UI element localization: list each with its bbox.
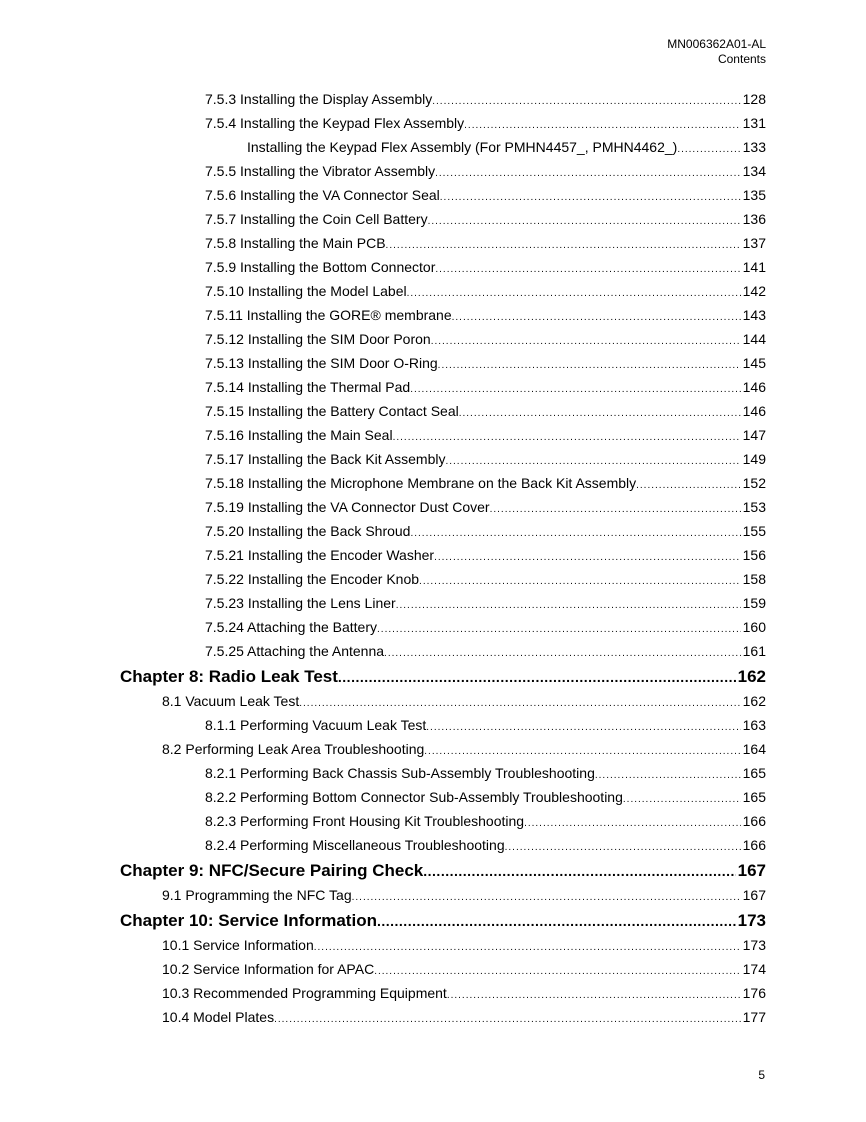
- toc-entry[interactable]: [205, 211, 766, 227]
- toc-entry-title: 10.3 Recommended Programming Equipment: [162, 985, 447, 1001]
- dot-leader: [428, 216, 741, 227]
- document-id: MN006362A01-AL: [667, 37, 766, 51]
- toc-entry-page: 156: [742, 547, 766, 563]
- toc-entry-page: 174: [742, 961, 766, 977]
- toc-entry-title: 7.5.14 Installing the Thermal Pad: [205, 379, 411, 395]
- toc-entry-page: 128: [742, 91, 766, 107]
- toc-entry-page: 145: [742, 355, 766, 371]
- toc-entry-title: 8.2.2 Performing Bottom Connector Sub-Assembly Troubleshooting: [205, 789, 623, 805]
- toc-entry[interactable]: [205, 163, 766, 179]
- toc-entry-title: 7.5.19 Installing the VA Connector Dust Cover: [205, 499, 490, 515]
- toc-entry-title: 7.5.22 Installing the Encoder Knob: [205, 571, 420, 587]
- dot-leader: [374, 966, 740, 977]
- toc-entry-title: 7.5.8 Installing the Main PCB: [205, 235, 386, 251]
- toc-entry-title: 10.4 Model Plates: [162, 1009, 275, 1025]
- toc-entry-page: 165: [742, 789, 766, 805]
- dot-leader: [595, 770, 741, 781]
- toc-entry-title: Installing the Keypad Flex Assembly (For PMHN4457_, PMHN4462_): [247, 139, 678, 155]
- toc-entry-page: 165: [742, 765, 766, 781]
- toc-chapter-entry[interactable]: [120, 911, 766, 931]
- dot-leader: [431, 336, 741, 347]
- toc-entry-title: 8.1.1 Performing Vacuum Leak Test: [205, 717, 427, 733]
- toc-entry-title: Chapter 10: Service Information: [120, 911, 377, 930]
- toc-entry-title: 7.5.20 Installing the Back Shroud: [205, 523, 411, 539]
- header-section: Contents: [717, 52, 766, 66]
- toc-entry[interactable]: [205, 115, 766, 131]
- toc-entry[interactable]: [205, 331, 766, 347]
- dot-leader: [524, 818, 741, 829]
- toc-entry-page: 155: [742, 523, 766, 539]
- toc-entry-page: 143: [742, 307, 766, 323]
- dot-leader: [410, 528, 740, 539]
- toc-chapter-entry[interactable]: [120, 861, 766, 881]
- toc-entry-title: 7.5.13 Installing the SIM Door O-Ring: [205, 355, 438, 371]
- toc-entry-page: 162: [737, 667, 766, 686]
- toc-entry[interactable]: [205, 813, 766, 829]
- toc-entry[interactable]: [205, 427, 766, 443]
- toc-entry-page: 146: [742, 403, 766, 419]
- page-number: 5: [758, 1068, 765, 1082]
- toc-entry-page: 142: [742, 283, 766, 299]
- toc-entry-page: 173: [737, 911, 766, 930]
- dot-leader: [377, 624, 741, 635]
- toc-entry[interactable]: [205, 619, 766, 635]
- toc-entry-page: 136: [742, 211, 766, 227]
- toc-entry-title: 7.5.16 Installing the Main Seal: [205, 427, 393, 443]
- toc-entry[interactable]: [162, 985, 766, 1001]
- toc-entry[interactable]: [162, 961, 766, 977]
- toc-entry-title: 7.5.11 Installing the GORE® membrane: [205, 307, 452, 323]
- toc-entry-page: 146: [742, 379, 766, 395]
- toc-entry-page: 147: [742, 427, 766, 443]
- toc-entry[interactable]: [205, 499, 766, 515]
- toc-entry[interactable]: [205, 235, 766, 251]
- toc-entry-title: 9.1 Programming the NFC Tag: [162, 887, 352, 903]
- toc-entry[interactable]: [205, 283, 766, 299]
- toc-entry-page: 161: [742, 643, 766, 659]
- toc-entry-page: 137: [742, 235, 766, 251]
- toc-entry-page: 131: [742, 115, 766, 131]
- dot-leader: [386, 240, 741, 251]
- toc-entry[interactable]: [162, 1009, 766, 1025]
- toc-entry-title: 7.5.4 Installing the Keypad Flex Assembly: [205, 115, 465, 131]
- dot-leader: [623, 794, 741, 805]
- toc-entry-page: 133: [742, 139, 766, 155]
- toc-entry-page: 149: [742, 451, 766, 467]
- dot-leader: [440, 192, 741, 203]
- toc-entry-page: 167: [742, 887, 766, 903]
- toc-entry[interactable]: [205, 307, 766, 323]
- toc-entry-title: 7.5.21 Installing the Encoder Washer: [205, 547, 435, 563]
- dot-leader: [410, 384, 740, 395]
- toc-entry[interactable]: [205, 765, 766, 781]
- toc-chapter-entry[interactable]: [120, 667, 766, 687]
- dot-leader: [452, 312, 741, 323]
- toc-entry-title: 10.1 Service Information: [162, 937, 314, 953]
- toc-entry[interactable]: [205, 643, 766, 659]
- toc-entry-page: 159: [742, 595, 766, 611]
- toc-entry-title: 7.5.3 Installing the Display Assembly: [205, 91, 433, 107]
- toc-entry-title: 7.5.7 Installing the Coin Cell Battery: [205, 211, 428, 227]
- dot-leader: [393, 432, 741, 443]
- dot-leader: [447, 990, 741, 1001]
- toc-entry-title: Chapter 8: Radio Leak Test: [120, 667, 338, 686]
- dot-leader: [505, 842, 741, 853]
- toc-entry[interactable]: [162, 693, 766, 709]
- toc-entry-page: 158: [742, 571, 766, 587]
- toc-entry-title: 8.2 Performing Leak Area Troubleshooting: [162, 741, 425, 757]
- toc-entry[interactable]: [162, 937, 766, 953]
- toc-entry-title: 7.5.10 Installing the Model Label: [205, 283, 407, 299]
- toc-entry-page: 152: [742, 475, 766, 491]
- toc-entry-page: 160: [742, 619, 766, 635]
- toc-entry-page: 153: [742, 499, 766, 515]
- toc-entry-title: 7.5.23 Installing the Lens Liner: [205, 595, 396, 611]
- toc-entry[interactable]: [162, 741, 766, 757]
- dot-leader: [423, 863, 735, 879]
- dot-leader: [407, 288, 741, 299]
- toc-entry-page: 135: [742, 187, 766, 203]
- toc-entry[interactable]: [162, 887, 766, 903]
- toc-entry[interactable]: [205, 451, 766, 467]
- dot-leader: [434, 552, 741, 563]
- toc-entry-title: 8.2.4 Performing Miscellaneous Troubleshooting: [205, 837, 505, 853]
- toc-entry-page: 166: [742, 837, 766, 853]
- toc-entry-title: 10.2 Service Information for APAC: [162, 961, 375, 977]
- toc-entry[interactable]: [205, 355, 766, 371]
- toc-entry[interactable]: [205, 187, 766, 203]
- dot-leader: [419, 576, 741, 587]
- toc-entry-page: 164: [742, 741, 766, 757]
- dot-leader: [677, 144, 740, 155]
- toc-entry-page: 163: [742, 717, 766, 733]
- toc-entry[interactable]: [205, 547, 766, 563]
- toc-entry-title: 8.2.3 Performing Front Housing Kit Troubleshooting: [205, 813, 525, 829]
- toc-entry[interactable]: [205, 259, 766, 275]
- toc-entry[interactable]: [205, 789, 766, 805]
- toc-entry-title: 7.5.5 Installing the Vibrator Assembly: [205, 163, 436, 179]
- toc-entry-title: 7.5.24 Attaching the Battery: [205, 619, 378, 635]
- toc-entry-page: 173: [742, 937, 766, 953]
- dot-leader: [424, 746, 740, 757]
- dot-leader: [299, 698, 740, 709]
- toc-entry-page: 144: [742, 331, 766, 347]
- toc-entry[interactable]: [205, 523, 766, 539]
- toc-entry-title: 7.5.9 Installing the Bottom Connector: [205, 259, 436, 275]
- toc-entry-page: 141: [742, 259, 766, 275]
- dot-leader: [314, 942, 741, 953]
- dot-leader: [464, 120, 740, 131]
- toc-entry-title: 8.1 Vacuum Leak Test: [162, 693, 300, 709]
- toc-entry[interactable]: [205, 475, 766, 491]
- toc-entry-page: 177: [742, 1009, 766, 1025]
- dot-leader: [490, 504, 741, 515]
- toc-entry-page: 176: [742, 985, 766, 1001]
- dot-leader: [396, 600, 741, 611]
- toc-entry[interactable]: [205, 379, 766, 395]
- toc-entry-title: Chapter 9: NFC/Secure Pairing Check: [120, 861, 424, 880]
- dot-leader: [426, 722, 740, 733]
- dot-leader: [459, 408, 741, 419]
- dot-leader: [338, 669, 736, 685]
- toc-entry-title: 7.5.17 Installing the Back Kit Assembly: [205, 451, 446, 467]
- toc-entry[interactable]: [205, 717, 766, 733]
- toc-entry-title: 8.2.1 Performing Back Chassis Sub-Assembly Troubleshooting: [205, 765, 595, 781]
- toc-entry-title: 7.5.25 Attaching the Antenna: [205, 643, 385, 659]
- toc-entry-title: 7.5.6 Installing the VA Connector Seal: [205, 187, 440, 203]
- dot-leader: [435, 168, 741, 179]
- toc-entry-title: 7.5.15 Installing the Battery Contact Seal: [205, 403, 459, 419]
- dot-leader: [352, 892, 741, 903]
- dot-leader: [438, 360, 741, 371]
- toc-entry[interactable]: [205, 595, 766, 611]
- toc-entry-title: 7.5.18 Installing the Microphone Membrane on the Back Kit Assembly: [205, 475, 637, 491]
- toc-entry-page: 134: [742, 163, 766, 179]
- dot-leader: [435, 264, 740, 275]
- dot-leader: [274, 1014, 741, 1025]
- toc-entry[interactable]: [205, 837, 766, 853]
- dot-leader: [432, 96, 740, 107]
- toc-entry[interactable]: [205, 91, 766, 107]
- toc-entry[interactable]: [247, 139, 766, 155]
- running-header: [667, 37, 766, 67]
- dot-leader: [445, 456, 740, 467]
- dot-leader: [636, 480, 741, 491]
- dot-leader: [384, 648, 741, 659]
- toc-entry[interactable]: [205, 403, 766, 419]
- toc-entry-page: 166: [742, 813, 766, 829]
- toc-entry[interactable]: [205, 571, 766, 587]
- toc-entry-page: 162: [742, 693, 766, 709]
- toc-entry-title: 7.5.12 Installing the SIM Door Poron: [205, 331, 431, 347]
- toc-entry-page: 167: [737, 861, 766, 880]
- dot-leader: [377, 913, 736, 929]
